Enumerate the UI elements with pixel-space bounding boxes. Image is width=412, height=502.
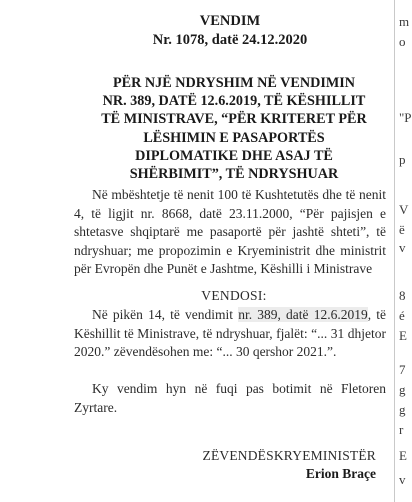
adjacent-column-fragment: ë [399,222,405,237]
point-one-text: Në pikën 14, të vendimit [92,307,239,322]
subject-line: DIPLOMATIKE DHE ASAJ TË [135,147,333,164]
point-two-paragraph: Ky vendim hyn në fuqi pas botimit në Fletoren Zyrtare. [74,381,386,415]
subject-line: PËR NJË NDRYSHIM NË VENDIMIN [112,75,356,91]
adjacent-column-fragment: g [399,382,406,397]
adjacent-column-fragment: é [399,308,405,323]
subject-line: LËSHIMIN E PASAPORTËS [143,129,325,146]
adjacent-column-fragment: p [399,152,406,167]
subject-line: NR. 389, DATË 12.6.2019, TË KËSHILLIT [102,93,366,110]
preamble-paragraph: Në mbështetje të nenit 100 të Kushtetutës dhe të nenit 4, të ligjit nr. 8668, datë 23.11.2000, “Për pajisjen e shtetasve shqiptarë me pasaportë për jashtë shteti”, të ndryshuar; me propozimin e Kryeministrit dhe ministrit për Evropën dhe Punët e Jashtme, Këshilli i Ministrave [74,187,386,276]
subject-line: TË MINISTRAVE, “PËR KRITERET PËR [101,111,367,128]
subject-line: SHËRBIMIT”, TË NDRYSHUAR [129,166,339,183]
column-divider [394,0,395,502]
signatory-title: ZËVENDËSKRYEMINISTËR [202,448,376,463]
adjacent-column-fragment: E [399,448,407,463]
adjacent-column-fragment: V [399,202,409,217]
adjacent-column-fragment: o [399,34,406,49]
adjacent-column-fragment: g [399,402,406,417]
adjacent-column-fragment: v [399,472,406,487]
adjacent-column-fragment: r [399,422,404,437]
signatory-name: Erion Braçe [305,466,376,481]
decides-heading: VENDOSI: [201,288,267,303]
adjacent-column-fragment: v [399,240,406,255]
point-one-paragraph [74,306,386,362]
adjacent-column-fragment: m [399,14,410,29]
adjacent-column-fragment: 7 [399,362,406,377]
adjacent-column-fragment: E [399,328,407,343]
adjacent-column-fragment: 8 [399,288,406,303]
point-one-text-continued: , të Këshillit të Ministrave, të ndryshuar, fjalët: “... 31 dhjetor 2020.” zëvendësohen me: “... 30 qershor 2021.”. [74,307,386,359]
adjacent-column-fragment: "P [399,110,412,125]
decision-subject [84,74,384,183]
highlighted-reference: nr. 389, datë 12.6.2019 [238,307,368,322]
decision-number-date: Nr. 1078, datë 24.12.2020 [152,32,308,48]
decision-heading: VENDIM [199,13,261,29]
